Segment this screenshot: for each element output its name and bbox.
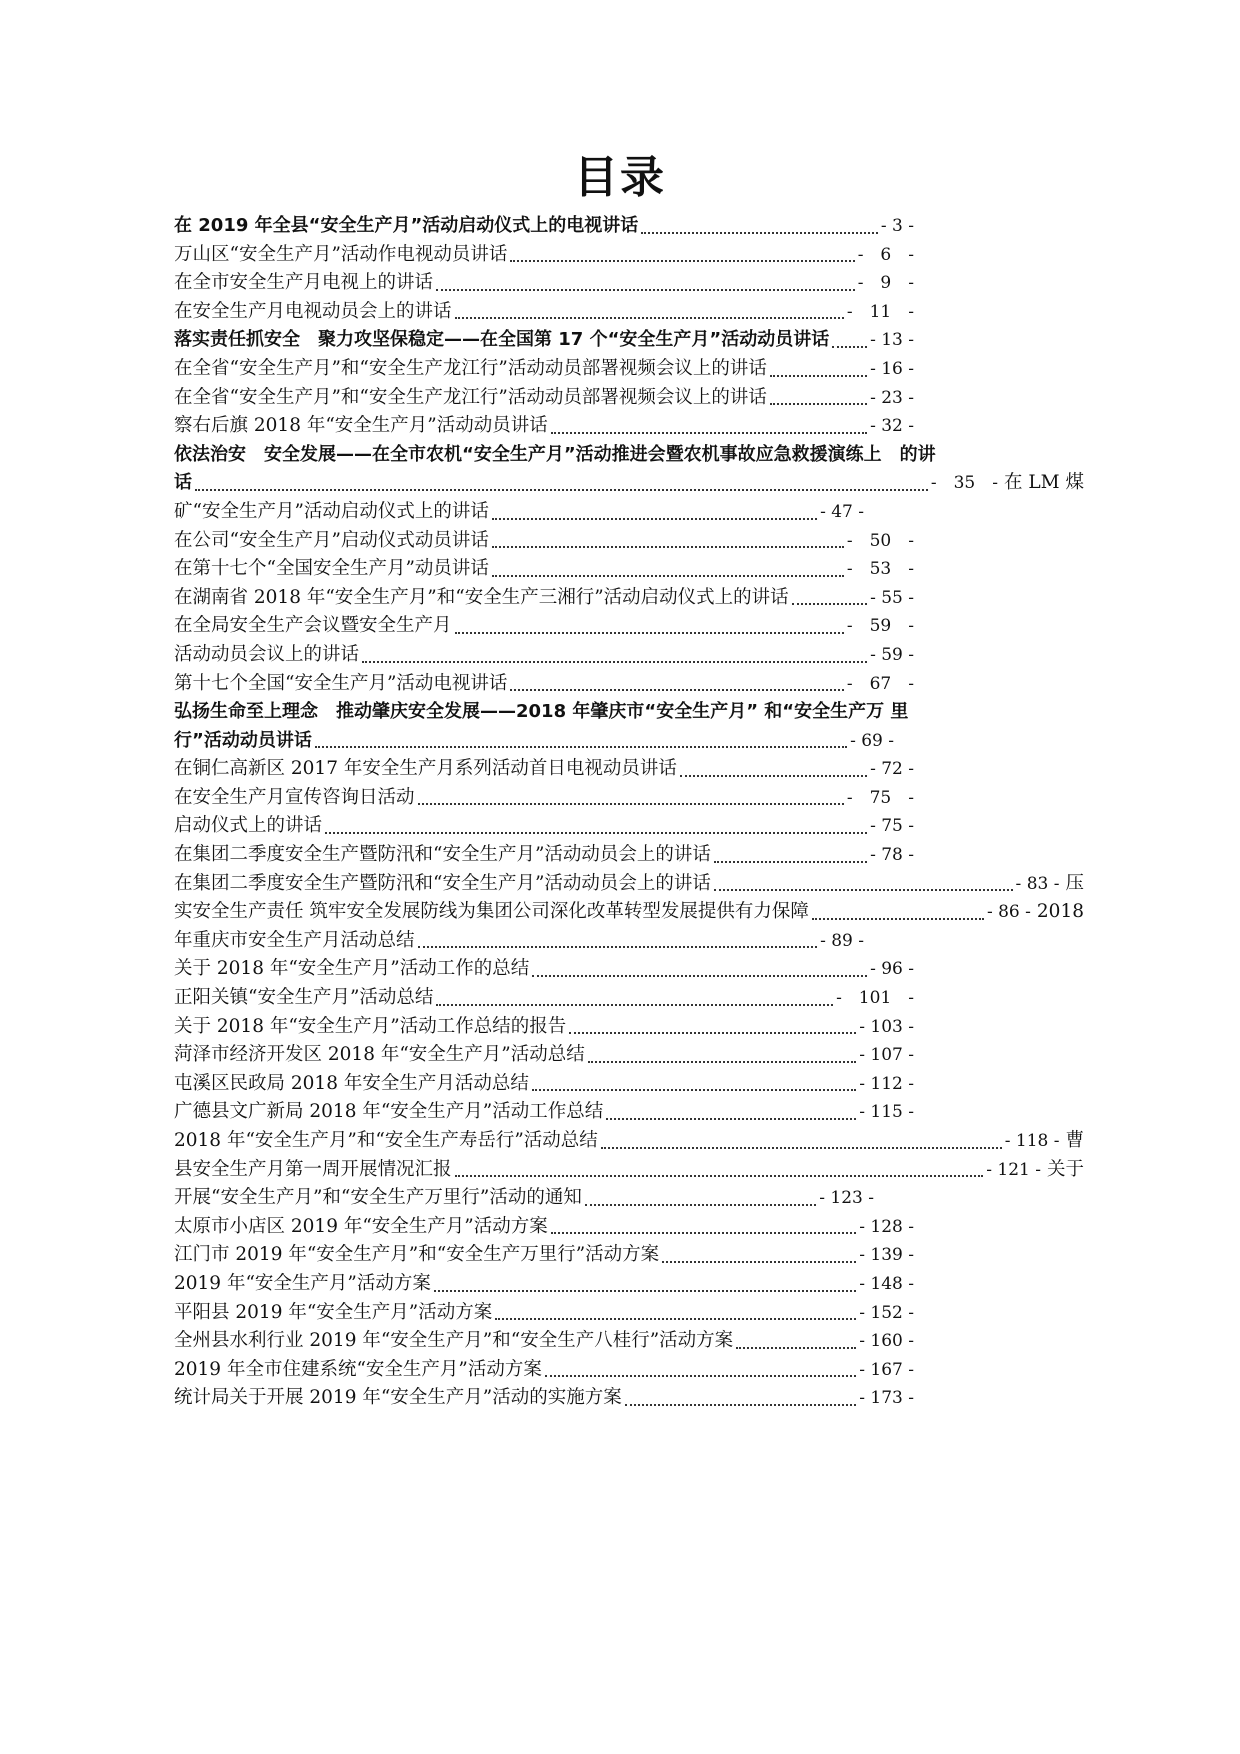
toc-page-number: - 152 - — [859, 1302, 914, 1323]
toc-page-number: - 115 - — [859, 1102, 914, 1123]
toc-entry-title: 在安全生产月宣传咨询日活动 — [174, 786, 415, 808]
toc-entry[interactable] — [174, 298, 914, 327]
toc-wrapped-text: 关于 — [1046, 1158, 1084, 1180]
toc-page-number: - 78 - — [870, 845, 914, 866]
dot-leader — [832, 345, 867, 348]
toc-page-number: - 9 - — [857, 273, 914, 294]
toc-entry[interactable] — [174, 1213, 914, 1242]
toc-entry[interactable] — [174, 612, 914, 641]
toc-entry[interactable] — [174, 527, 914, 556]
toc-entry[interactable] — [174, 1270, 914, 1299]
toc-entry-title: 弘扬生命至上理念 推动肇庆安全发展——2018 年肇庆市“安全生产月” 和“安全生产万 里 — [174, 701, 909, 723]
toc-entry-title: 行”活动动员讲话 — [174, 729, 312, 751]
dot-leader — [325, 831, 867, 834]
dot-leader — [492, 517, 817, 520]
toc-entry[interactable] — [174, 384, 914, 413]
toc-entry-title: 菏泽市经济开发区 2018 年“安全生产月”活动总结 — [174, 1044, 585, 1066]
toc-entry-title: 第十七个全国“安全生产月”活动电视讲话 — [174, 672, 508, 694]
toc-entry-title: 正阳关镇“安全生产月”活动总结 — [174, 987, 434, 1009]
toc-entry-title: 在湖南省 2018 年“安全生产月”和“安全生产三湘行”活动启动仪式上的讲话 — [174, 586, 789, 608]
toc-entry[interactable] — [174, 1384, 914, 1413]
toc-entry-title: 依法治安 安全发展——在全市农机“安全生产月”活动推进会暨农机事故应急救援演练上 的讲 — [174, 443, 936, 465]
toc-page-number: - 13 - — [870, 330, 914, 351]
toc-entry[interactable] — [174, 698, 1084, 727]
toc-entry[interactable] — [174, 1041, 914, 1070]
dot-leader — [641, 231, 878, 234]
dot-leader — [532, 974, 867, 977]
dot-leader — [588, 1060, 856, 1063]
toc-wrapped-text: 曹 — [1065, 1130, 1084, 1151]
toc-entry-title: 万山区“安全生产月”活动作电视动员讲话 — [174, 243, 508, 265]
dot-leader — [551, 431, 867, 434]
toc-entry-title: 关于 2018 年“安全生产月”活动工作总结的报告 — [174, 1015, 567, 1037]
toc-entry-title: 在集团二季度安全生产暨防汛和“安全生产月”活动动员会上的讲话 — [174, 844, 711, 866]
toc-entry-title: 全州县水利行业 2019 年“安全生产月”和“安全生产八桂行”活动方案 — [174, 1330, 734, 1352]
toc-entry-title: 在铜仁高新区 2017 年安全生产月系列活动首日电视动员讲话 — [174, 758, 677, 780]
dot-leader — [436, 288, 855, 291]
dot-leader — [662, 1260, 856, 1263]
toc-entry[interactable] — [174, 784, 914, 813]
toc-page-number: - 59 - — [870, 644, 914, 665]
toc-page-number: - 11 - — [846, 301, 914, 322]
dot-leader — [601, 1146, 1002, 1149]
toc-entry[interactable] — [174, 1241, 914, 1270]
toc-page-number: - 47 - — [820, 501, 864, 522]
toc-page-number: - 118 - — [1004, 1131, 1060, 1151]
table-of-contents — [174, 212, 1084, 1413]
toc-page-number: - 112 - — [859, 1073, 914, 1094]
toc-entry[interactable] — [174, 1327, 914, 1356]
toc-page-number: - 75 - — [870, 816, 914, 837]
toc-page-number: - 101 - — [836, 988, 914, 1009]
dot-leader — [569, 1031, 856, 1034]
toc-entry[interactable] — [174, 641, 914, 670]
toc-entry[interactable] — [174, 870, 1084, 899]
toc-entry-title: 在第十七个“全国安全生产月”动员讲话 — [174, 558, 489, 580]
toc-entry[interactable] — [174, 670, 914, 699]
toc-entry[interactable] — [174, 755, 914, 784]
toc-entry-title: 活动动员会议上的讲话 — [174, 643, 360, 665]
dot-leader — [714, 860, 867, 863]
toc-entry[interactable] — [174, 269, 914, 298]
toc-entry-title: 2019 年全市住建系统“安全生产月”活动方案 — [174, 1358, 542, 1380]
dot-leader — [736, 1346, 856, 1349]
dot-leader — [680, 774, 867, 777]
dot-leader — [714, 888, 1013, 891]
toc-entry[interactable] — [174, 1299, 914, 1328]
dot-leader — [532, 1088, 856, 1091]
toc-entry-title: 2019 年“安全生产月”活动方案 — [174, 1272, 431, 1294]
dot-leader — [195, 488, 928, 491]
toc-entry-title: 实安全生产责任 筑牢安全发展防线为集团公司深化改革转型发展提供有力保障 — [174, 901, 809, 923]
toc-page-number: - 69 - — [850, 730, 894, 751]
toc-page-number: - 96 - — [870, 959, 914, 980]
toc-page-number: - 67 - — [846, 673, 914, 694]
toc-page-number: - 55 - — [870, 587, 914, 608]
toc-entry-title: 落实责任抓安全 聚力攻坚保稳定——在全国第 17 个“安全生产月”活动动员讲话 — [174, 329, 830, 351]
toc-page-number: - 121 - — [986, 1159, 1041, 1180]
toc-page-number: - 75 - — [846, 787, 914, 808]
toc-entry-title: 话 — [174, 472, 192, 494]
toc-entry[interactable] — [174, 812, 914, 841]
toc-page-number: - 83 - — [1015, 873, 1060, 894]
dot-leader — [418, 945, 818, 948]
toc-entry[interactable] — [174, 498, 864, 527]
toc-entry[interactable] — [174, 955, 914, 984]
toc-entry[interactable] — [174, 1070, 914, 1099]
dot-leader — [495, 1317, 856, 1320]
toc-entry-title: 在安全生产月电视动员会上的讲话 — [174, 300, 452, 322]
dot-leader — [455, 316, 844, 319]
toc-entry[interactable] — [174, 1013, 914, 1042]
toc-entry[interactable] — [174, 841, 914, 870]
toc-page-number: - 107 - — [859, 1045, 914, 1066]
toc-entry-title: 统计局关于开展 2019 年“安全生产月”活动的实施方案 — [174, 1387, 622, 1409]
dot-leader — [812, 917, 984, 920]
toc-entry-title: 平阳县 2019 年“安全生产月”活动方案 — [174, 1301, 493, 1323]
toc-entry-title: 关于 2018 年“安全生产月”活动工作的总结 — [174, 958, 530, 980]
dot-leader — [418, 802, 844, 805]
toc-page-number: - 167 - — [859, 1359, 914, 1380]
toc-entry[interactable] — [174, 555, 914, 584]
dot-leader — [545, 1374, 856, 1377]
toc-entry[interactable] — [174, 212, 914, 241]
toc-entry-title: 在全省“安全生产月”和“安全生产龙江行”活动动员部署视频会议上的讲话 — [174, 357, 767, 379]
toc-entry-title: 在全市安全生产月电视上的讲话 — [174, 272, 434, 294]
toc-title: 目录 — [574, 152, 666, 203]
toc-entry[interactable] — [174, 441, 1084, 470]
toc-entry[interactable] — [174, 1184, 874, 1213]
toc-page-number: - 128 - — [859, 1216, 914, 1237]
dot-leader — [315, 745, 847, 748]
toc-entry-title: 在 2019 年全县“安全生产月”活动启动仪式上的电视讲话 — [174, 215, 639, 236]
toc-page-number: - 53 - — [846, 559, 914, 580]
toc-page-number: - 89 - — [820, 930, 864, 951]
toc-entry-title: 2018 年“安全生产月”和“安全生产寿岳行”活动总结 — [174, 1130, 598, 1151]
toc-entry[interactable] — [174, 1098, 914, 1127]
dot-leader — [434, 1289, 856, 1292]
dot-leader — [455, 1174, 984, 1177]
toc-entry[interactable] — [174, 241, 914, 270]
toc-page-number: - 50 - — [846, 530, 914, 551]
toc-page-number: - 86 - — [986, 902, 1031, 923]
toc-page-number: - 6 - — [857, 244, 914, 265]
toc-entry[interactable] — [174, 898, 1084, 927]
dot-leader — [551, 1231, 856, 1234]
toc-page-number: - 59 - — [846, 616, 914, 637]
toc-entry-title: 屯溪区民政局 2018 年安全生产月活动总结 — [174, 1072, 529, 1094]
dot-leader — [770, 374, 867, 377]
dot-leader — [455, 631, 844, 634]
toc-wrapped-text: 2018 — [1036, 901, 1084, 923]
toc-entry-title: 年重庆市安全生产月活动总结 — [174, 929, 415, 951]
toc-entry-title: 在公司“安全生产月”启动仪式动员讲话 — [174, 529, 489, 551]
toc-entry[interactable] — [174, 412, 914, 441]
toc-entry[interactable] — [174, 984, 914, 1013]
dot-leader — [792, 602, 867, 605]
toc-entry[interactable] — [174, 326, 914, 355]
toc-page-number: - 32 - — [870, 416, 914, 437]
toc-entry[interactable] — [174, 1127, 1084, 1156]
toc-entry-title: 在全省“安全生产月”和“安全生产龙江行”活动动员部署视频会议上的讲话 — [174, 386, 767, 408]
toc-wrapped-text: 压 — [1065, 872, 1084, 894]
toc-entry-title: 开展“安全生产月”和“安全生产万里行”活动的通知 — [174, 1187, 582, 1209]
toc-entry-title: 矿“安全生产月”活动启动仪式上的讲话 — [174, 500, 489, 522]
toc-entry[interactable] — [174, 927, 864, 956]
toc-page-number: - 23 - — [870, 387, 914, 408]
toc-entry-title: 县安全生产月第一周开展情况汇报 — [174, 1158, 452, 1180]
toc-entry[interactable] — [174, 727, 894, 756]
dot-leader — [585, 1203, 816, 1206]
dot-leader — [770, 402, 867, 405]
toc-page-number: - 72 - — [870, 759, 914, 780]
toc-entry[interactable] — [174, 355, 914, 384]
dot-leader — [436, 1003, 833, 1006]
toc-page-number: - 160 - — [859, 1331, 914, 1352]
toc-wrapped-text: 在 LM 煤 — [1004, 472, 1084, 494]
dot-leader — [492, 545, 844, 548]
dot-leader — [606, 1117, 856, 1120]
toc-entry[interactable] — [174, 584, 914, 613]
toc-entry-title: 在集团二季度安全生产暨防汛和“安全生产月”活动动员会上的讲话 — [174, 872, 711, 894]
toc-page-number: - 103 - — [859, 1016, 914, 1037]
dot-leader — [492, 574, 844, 577]
toc-entry-title: 在全局安全生产会议暨安全生产月 — [174, 615, 452, 637]
toc-entry-title: 启动仪式上的讲话 — [174, 815, 323, 837]
toc-entry[interactable] — [174, 1356, 914, 1385]
toc-page-number: - 139 - — [859, 1245, 914, 1266]
toc-entry-title: 广德县文广新局 2018 年“安全生产月”活动工作总结 — [174, 1101, 604, 1123]
toc-entry-title: 太原市小店区 2019 年“安全生产月”活动方案 — [174, 1215, 548, 1237]
dot-leader — [625, 1403, 856, 1406]
dot-leader — [510, 259, 854, 262]
toc-page-number: - 16 - — [870, 358, 914, 379]
toc-entry[interactable] — [174, 469, 1084, 498]
dot-leader — [510, 688, 843, 691]
toc-page-number: - 35 - — [930, 473, 998, 494]
dot-leader — [362, 660, 867, 663]
toc-page-number: - 3 - — [880, 216, 914, 236]
toc-entry-title: 江门市 2019 年“安全生产月”和“安全生产万里行”活动方案 — [174, 1244, 660, 1266]
toc-page-number: - 148 - — [859, 1273, 914, 1294]
toc-entry[interactable] — [174, 1156, 1084, 1185]
toc-entry-title: 察右后旗 2018 年“安全生产月”活动动员讲话 — [174, 415, 548, 437]
toc-page-number: - 173 - — [859, 1388, 914, 1409]
toc-page-number: - 123 - — [819, 1188, 874, 1209]
